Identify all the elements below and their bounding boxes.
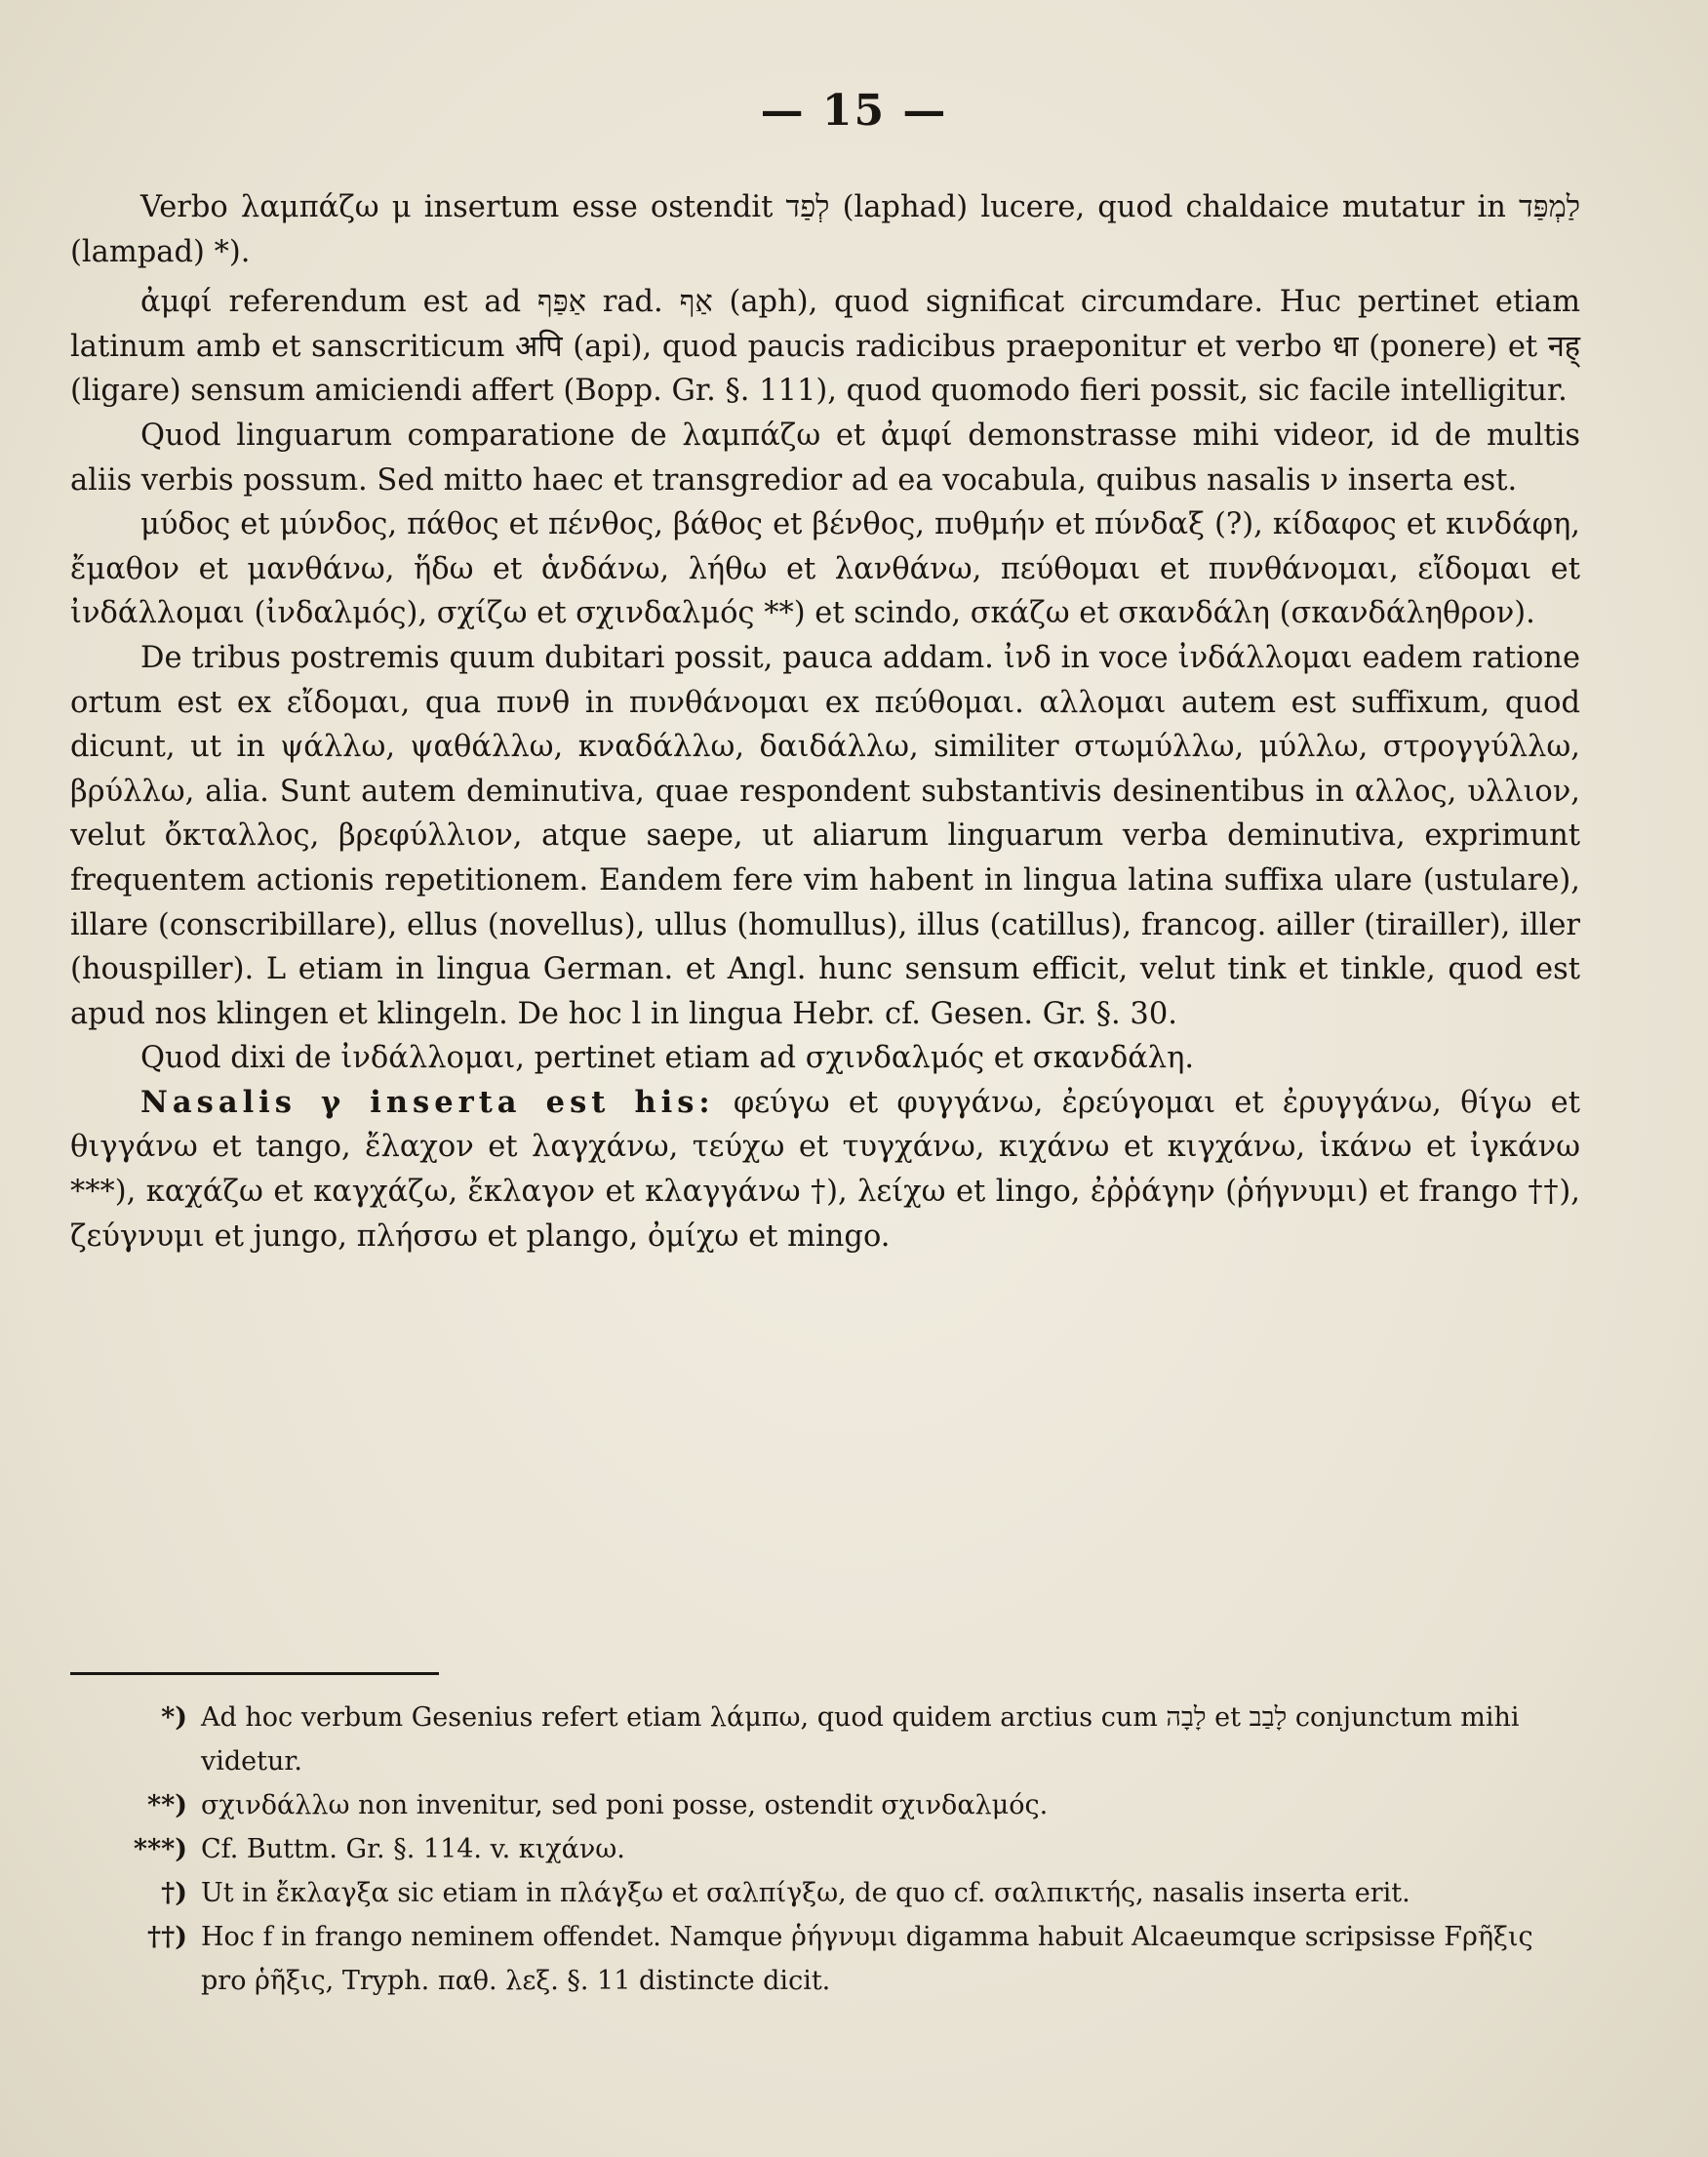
footnote	[70, 1827, 1580, 1871]
footnote-text: Cf. Buttm. Gr. §. 114. v. κιχάνω.	[201, 1834, 625, 1864]
paragraph-lampazo: Verbo λαμπάζω μ insertum esse ostendit לְפַד (laphad) lucere, quod chaldaice mutatur in לַמְפַּד (lampad) *).	[70, 190, 1581, 269]
footnote	[70, 1783, 1580, 1827]
footnote	[70, 1696, 1580, 1783]
footnote-divider	[70, 1672, 439, 1675]
paragraph-comparatione: Quod linguarum comparatione de λαμπάζω et ἀμφί demonstrasse mihi videor, id de multis aliis verbis possum. Sed mitto haec et transgredior ad ea vocabula, quibus nasalis ν inserta est.	[70, 418, 1580, 498]
footnote-mark: *)	[161, 1702, 187, 1733]
footnotes	[70, 1696, 1580, 2003]
paragraph-nasalis-gamma	[70, 1081, 1580, 1258]
footnote-mark: ††)	[146, 1922, 187, 1952]
nasalis-gamma-text: φεύγω et φυγγάνω, ἐρεύγομαι et ἐρυγγάνω, θίγω et θιγγάνω et tango, ἔλαχον et λαγχάνω, τεύχω et τυγχάνω, κιχάνω et κιγχάνω, ἱκάνω et ἰγκάνω ***), καχάζω et καγχάζω, ἔκλαγον et κλαγγάνω †), λείχω et lingo, ἐῤῥάγην (ῥήγνυμι) et frango ††), ζεύγνυμι et jungo, πλήσσω et plango, ὀμίχω et mingo.	[70, 1085, 1580, 1254]
paragraph-nasalis-nu-list: μύδος et μύνδος, πάθος et πένθος, βάθος et βένθος, πυθμήν et πύνδαξ (?), κίδαφος et κινδάφη, ἔμαθον et μανθάνω, ἥδω et ἁνδάνω, λήθω et λανθάνω, πεύθομαι et πυνθάνομαι, εἴδομαι et ἰνδάλλομαι (ἰνδαλμός), σχίζω et σχινδαλμός **) et scindo, σκάζω et σκανδάλη (σκανδάληθρον).	[70, 507, 1580, 631]
page-number: — 15 —	[760, 86, 948, 136]
paragraph-indallomai: Quod dixi de ἰνδάλλομαι, pertinet etiam ad σχινδαλμός et σκανδάλη.	[140, 1041, 1195, 1076]
footnote-mark: †)	[161, 1878, 187, 1908]
footnote-mark: ***)	[133, 1834, 187, 1864]
footnote	[70, 1871, 1580, 1915]
footnote	[70, 1915, 1580, 2003]
footnote-text: σχινδάλλω non invenitur, sed poni posse, ostendit σχινδαλμός.	[201, 1790, 1049, 1820]
footnote-text: Ut in ἔκλαγξα sic etiam in πλάγξω et σαλπίγξω, de quo cf. σαλπικτής, nasalis inserta erit.	[201, 1878, 1410, 1908]
nasalis-gamma-label: Nasalis γ inserta est his:	[140, 1084, 715, 1120]
footnote-text: Hoc f in frango neminem offendet. Namque ῥήγνυμι digamma habuit Alcaeumque scripsisse Fρῆξις pro ῥῆξις, Tryph. παθ. λεξ. §. 11 distincte dicit.	[201, 1922, 1533, 1996]
paragraph-amphi: ἀμφί referendum est ad אַפַּף rad. אַף (aph), quod significat circumdare. Huc pertinet etiam latinum amb et sanscriticum अपि (api), quod paucis radicibus praeponitur et verbo धा (ponere) et नह् (ligare) sensum amiciendi affert (Bopp. Gr. §. 111), quod quomodo fieri possit, sic facile intelligitur.	[70, 285, 1580, 409]
paragraph-tribus-postremis: De tribus postremis quum dubitari possit, pauca addam. ἰνδ in voce ἰνδάλλομαι eadem ratione ortum est ex εἴδομαι, qua πυνθ in πυνθάνομαι ex πεύθομαι. αλλομαι autem est suffixum, quod dicunt, ut in ψάλλω, ψαθάλλω, κναδάλλω, δαιδάλλω, similiter στωμύλλω, μύλλω, στρογγύλλω, βρύλλω, alia. Sunt autem deminutiva, quae respondent substantivis desinentibus in αλλος, υλλιον, velut ὄκταλλος, βρεφύλλιον, atque saepe, ut aliarum linguarum verba deminutiva, exprimunt frequentem actionis repetitionem. Eandem fere vim habent in lingua latina suffixa ulare (ustulare), illare (conscribillare), ellus (novellus), ullus (homullus), illus (catillus), francog. ailler (tirailler), iller (houspiller). L etiam in lingua German. et Angl. hunc sensum efficit, velut tink et tinkle, quod est apud nos klingen et klingeln. De hoc l in lingua Hebr. cf. Gesen. Gr. §. 30.	[70, 640, 1580, 1031]
main-text	[70, 185, 1580, 1258]
footnote-mark: **)	[146, 1790, 187, 1820]
footnote-text: Ad hoc verbum Gesenius refert etiam λάμπω, quod quidem arctius cum לָבָה et לָבַב conjunctum mihi videtur.	[201, 1702, 1520, 1777]
